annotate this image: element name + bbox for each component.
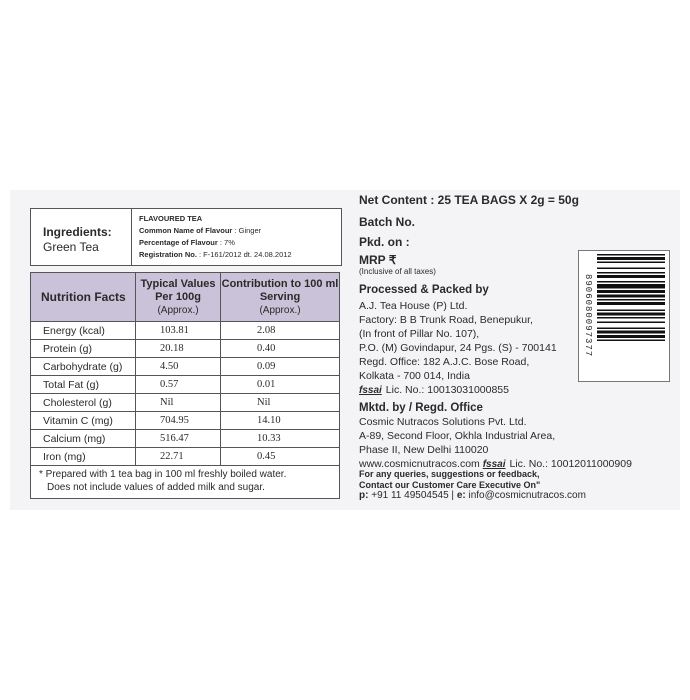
- ingredients-value: Green Tea: [43, 240, 99, 254]
- serving-value: 2.08: [221, 322, 340, 340]
- mrp: MRP ₹: [359, 253, 397, 267]
- nutrition-row: [31, 340, 340, 358]
- flavour-details: [139, 213, 292, 261]
- serving-value: 10.33: [221, 430, 340, 448]
- nutrition-row: [31, 394, 340, 412]
- phone-number: +91 11 49504545: [371, 490, 449, 501]
- nutrition-row: [31, 448, 340, 466]
- per-100g-value: 22.71: [136, 448, 221, 466]
- nutrient-name: Energy (kcal): [31, 322, 136, 340]
- ingredients-heading: Ingredients:: [43, 225, 112, 239]
- ingredients-cell: [31, 209, 132, 265]
- serving-value: 0.40: [221, 340, 340, 358]
- serving-value: 0.09: [221, 358, 340, 376]
- packer-address: A.J. Tea House (P) Ltd. Factory: B B Trunk Road, Benepukur, (In front of Pillar No. 107), P.O. (M) Govindapur, 24 Pgs. (S) - 700141 Regd. Office: 182 A.J.C. Bose Road, Kolkata - 700 014, India fssai Lic. No.: 10013031000855: [359, 300, 557, 396]
- customer-care-note: For any queries, suggestions or feedback, Contact our Customer Care Executive On": [359, 469, 541, 490]
- per-100g-value: 20.18: [136, 340, 221, 358]
- per-100g-value: 4.50: [136, 358, 221, 376]
- packer-heading: Processed & Packed by: [359, 284, 489, 296]
- nutrition-row: [31, 376, 340, 394]
- flavour-percentage-line: Percentage of Flavour : 7%: [139, 238, 235, 247]
- nutrient-name: Carbohydrate (g): [31, 358, 136, 376]
- nutrient-name: Cholesterol (g): [31, 394, 136, 412]
- nutrition-footnote: * Prepared with 1 tea bag in 100 ml freshly boiled water. Does not include values of added milk and sugar.: [31, 466, 340, 499]
- serving-value: 0.01: [221, 376, 340, 394]
- serving-value: Nil: [221, 394, 340, 412]
- packed-on: Pkd. on :: [359, 235, 410, 249]
- marketer-heading: Mktd. by / Regd. Office: [359, 402, 483, 414]
- barcode: [578, 250, 670, 382]
- per-100g-value: Nil: [136, 394, 221, 412]
- packer-license: fssai Lic. No.: 10013031000855: [359, 384, 509, 396]
- fssai-logo: fssai: [359, 385, 382, 396]
- registration-line: Registration No. : F-161/2012 dt. 24.08.2012: [139, 250, 292, 259]
- nutrient-name: Protein (g): [31, 340, 136, 358]
- marketer-address: Cosmic Nutracos Solutions Pvt. Ltd. A-89, Second Floor, Okhla Industrial Area, Phase II, New Delhi 110020 www.cosmicnutracos.com fssai Lic. No.: 10012011000909: [359, 416, 632, 470]
- barcode-bars: [597, 254, 665, 378]
- marketer-website-license: www.cosmicnutracos.com fssai Lic. No.: 10012011000909: [359, 458, 632, 470]
- flavour-type: FLAVOURED TEA: [139, 214, 203, 223]
- net-content: Net Content : 25 TEA BAGS X 2g = 50g: [359, 193, 579, 207]
- nutrition-facts-header: Nutrition Facts: [31, 273, 136, 322]
- email-address: info@cosmicnutracos.com: [468, 490, 586, 501]
- batch-number: Batch No.: [359, 215, 416, 229]
- website: www.cosmicnutracos.com: [359, 458, 480, 470]
- nutrition-row: [31, 322, 340, 340]
- contact-line: p: +91 11 49504545 | e: info@cosmicnutracos.com: [359, 490, 586, 501]
- barcode-digits: 8906080097377: [583, 274, 593, 358]
- nutrient-name: Calcium (mg): [31, 430, 136, 448]
- per-100g-header: Typical Values Per 100g (Approx.): [136, 273, 221, 322]
- per-100g-value: 704.95: [136, 412, 221, 430]
- nutrient-name: Iron (mg): [31, 448, 136, 466]
- per-100g-value: 103.81: [136, 322, 221, 340]
- ingredients-box: [30, 208, 342, 266]
- nutrient-name: Total Fat (g): [31, 376, 136, 394]
- flavour-name-line: Common Name of Flavour : Ginger: [139, 226, 262, 235]
- nutrition-row: [31, 358, 340, 376]
- serving-value: 14.10: [221, 412, 340, 430]
- per-100g-value: 0.57: [136, 376, 221, 394]
- serving-header: Contribution to 100 ml Serving (Approx.): [221, 273, 340, 322]
- serving-value: 0.45: [221, 448, 340, 466]
- nutrient-name: Vitamin C (mg): [31, 412, 136, 430]
- nutrition-table: [30, 272, 340, 499]
- mrp-note: (Inclusive of all taxes): [359, 267, 436, 276]
- per-100g-value: 516.47: [136, 430, 221, 448]
- nutrition-row: [31, 412, 340, 430]
- nutrition-row: [31, 430, 340, 448]
- fssai-logo: fssai: [482, 459, 506, 470]
